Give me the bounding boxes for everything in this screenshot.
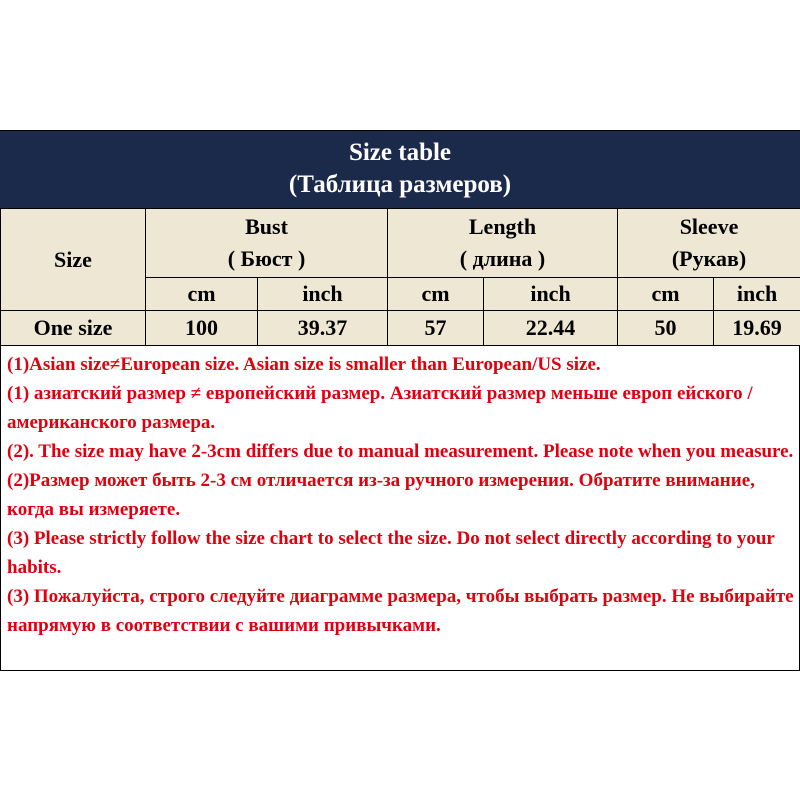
value-cell: 19.69	[714, 311, 800, 346]
value-cell: 39.37	[258, 311, 388, 346]
bust-header	[146, 209, 388, 278]
table-row	[1, 311, 800, 346]
unit-cell: cm	[388, 278, 484, 311]
length-label-en: Length	[468, 214, 537, 239]
title-russian: (Таблица размеров)	[288, 171, 512, 198]
size-cell: One size	[1, 311, 146, 346]
note-item: (1) азиатский размер ≠ европейский размер. Азиатский размер меньше европ ейского / американского размера.	[7, 383, 753, 433]
notes-block	[0, 346, 800, 671]
value-cell: 100	[146, 311, 258, 346]
unit-cell: cm	[618, 278, 714, 311]
note-item: (2). The size may have 2-3cm differs due to manual measurement. Please note when you measure.	[7, 441, 794, 462]
length-header	[388, 209, 618, 278]
length-label-ru: ( длина )	[459, 246, 546, 271]
title-english: Size table	[348, 139, 452, 166]
bust-label-ru: ( Бюст )	[227, 246, 306, 271]
bust-label-en: Bust	[245, 214, 288, 239]
value-cell: 22.44	[484, 311, 618, 346]
unit-cell: inch	[484, 278, 618, 311]
sleeve-header	[618, 209, 800, 278]
size-header: Size	[1, 209, 146, 311]
value-cell: 57	[388, 311, 484, 346]
sleeve-label-en: Sleeve	[679, 214, 739, 239]
size-table	[0, 208, 800, 346]
unit-cell: inch	[258, 278, 388, 311]
sleeve-label-ru: (Рукав)	[671, 246, 747, 271]
table-title	[0, 130, 800, 208]
note-item: (3) Please strictly follow the size chart to select the size. Do not select directly according to your habits.	[7, 528, 775, 578]
note-item: (1)Asian size≠European size. Asian size is smaller than European/US size.	[7, 354, 601, 375]
unit-cell: inch	[714, 278, 800, 311]
note-item: (3) Пожалуйста, строго следуйте диаграмме размера, чтобы выбрать размер. Не выбирайте напрямую в соответствии с вашими привычками.	[7, 586, 794, 636]
note-item: (2)Размер может быть 2-3 см отличается из-за ручного измерения. Обратите внимание, когда вы измеряете.	[7, 470, 755, 520]
value-cell: 50	[618, 311, 714, 346]
unit-cell: cm	[146, 278, 258, 311]
header-row	[1, 209, 800, 278]
size-chart	[0, 130, 800, 671]
